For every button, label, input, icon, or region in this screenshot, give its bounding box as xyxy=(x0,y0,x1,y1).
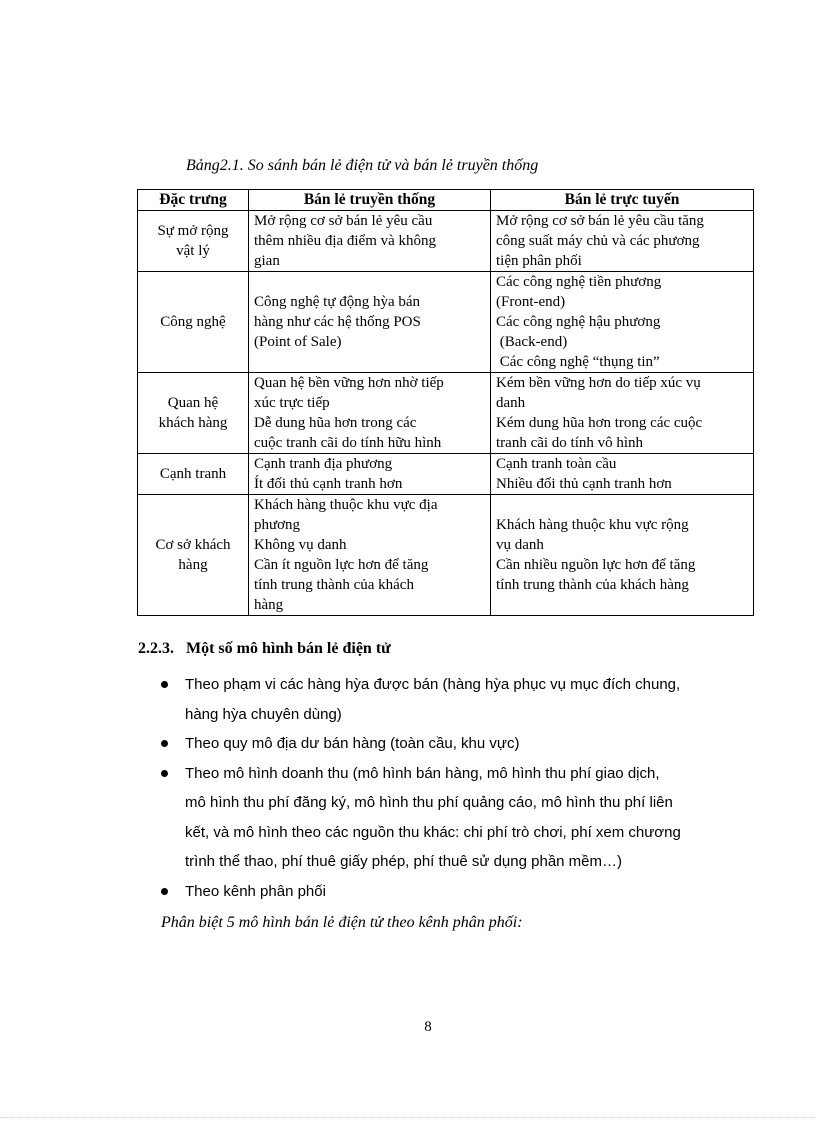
bullet-line: Theo phạm vi các hàng hỳa được bán (hàng hỳa phục vụ mục đích chung, xyxy=(185,676,681,693)
section-title: Một số mô hình bán lẻ điện tử xyxy=(186,640,391,657)
traditional-cell xyxy=(249,211,491,272)
cell-line: hàng như các hệ thống POS xyxy=(254,314,421,330)
cell-line: Cần nhiều nguồn lực hơn để tăng xyxy=(496,557,696,573)
cell-line: cuộc tranh cãi do tính hữu hình xyxy=(254,435,442,451)
online-cell xyxy=(491,211,754,272)
cell-line: Mở rộng cơ sở bán lẻ yêu cầu tăng xyxy=(496,213,704,229)
bullet-line: Theo mô hình doanh thu (mô hình bán hàng, mô hình thu phí giao dịch, xyxy=(185,764,660,782)
cell-line: Quan hệ xyxy=(167,395,219,411)
section-number: 2.2.3. xyxy=(138,640,174,657)
cell-line: Cơ sở khách xyxy=(155,537,231,553)
bullet-icon xyxy=(161,740,168,747)
traditional-cell xyxy=(249,495,491,616)
cell-line: Cạnh tranh toàn cầu xyxy=(496,456,617,472)
cell-line: Sự mở rộng xyxy=(157,223,229,239)
traditional-cell xyxy=(249,272,491,373)
cell-line: Ít đối thủ cạnh tranh hơn xyxy=(254,476,403,492)
feature-cell xyxy=(138,272,249,373)
cell-line: Cần ít nguồn lực hơn để tăng xyxy=(254,557,429,573)
traditional-cell xyxy=(249,373,491,454)
section-heading xyxy=(138,640,391,658)
cell-line: hàng xyxy=(254,597,284,613)
cell-line: Kém bền vững hơn do tiếp xúc vụ xyxy=(496,375,701,391)
cell-line: vụ danh xyxy=(496,537,544,553)
cell-line: Kém dung hũa hơn trong các cuộc xyxy=(496,415,703,431)
cell-line: danh xyxy=(496,395,526,411)
bullet-icon xyxy=(161,770,168,777)
table-row xyxy=(138,495,754,616)
cell-line: Công nghệ tự động hỳa bán xyxy=(254,294,421,310)
cell-line: Không vụ danh xyxy=(254,537,347,553)
cell-line: (Front-end) xyxy=(496,294,566,310)
cell-line: Quan hệ bền vững hơn nhờ tiếp xyxy=(254,375,444,391)
cell-line: Cạnh tranh xyxy=(159,466,227,482)
feature-cell xyxy=(138,454,249,495)
table-row xyxy=(138,454,754,495)
bullet-list xyxy=(160,670,730,906)
online-cell xyxy=(491,454,754,495)
table-row xyxy=(138,272,754,373)
feature-cell xyxy=(138,373,249,454)
cell-line: phương xyxy=(254,517,301,533)
cell-line: Cạnh tranh địa phương xyxy=(254,456,393,472)
list-item xyxy=(160,877,730,907)
cell-line: khách hàng xyxy=(158,415,228,431)
header-online: Bán lẻ trực tuyến xyxy=(491,190,754,211)
italic-note: Phân biệt 5 mô hình bán lẻ điện tử theo kênh phân phối: xyxy=(161,914,523,931)
cell-line: tính trung thành của khách hàng xyxy=(496,577,689,593)
online-cell xyxy=(491,272,754,373)
cell-line: (Point of Sale) xyxy=(254,334,342,350)
bullet-line: trình thể thao, phí thuê giấy phép, phí thuê sử dụng phần mềm…) xyxy=(185,853,622,870)
cell-line: tính trung thành của khách xyxy=(254,577,414,593)
cell-line: tiện phân phối xyxy=(496,253,582,269)
cell-line: vật lý xyxy=(176,243,210,259)
cell-line: Dễ dung hũa hơn trong các xyxy=(254,415,417,431)
cell-line: tranh cãi do tính vô hình xyxy=(496,435,644,451)
page-number: 8 xyxy=(424,1019,432,1035)
cell-line: xúc trực tiếp xyxy=(254,395,330,411)
traditional-cell xyxy=(249,454,491,495)
table-caption: Bảng2.1. So sánh bán lẻ điện tử và bán lẻ truyền thống xyxy=(186,157,539,174)
table-row xyxy=(138,211,754,272)
cell-line: Mở rộng cơ sở bán lẻ yêu cầu xyxy=(254,213,433,229)
bullet-line: hàng hỳa chuyên dùng) xyxy=(185,705,342,723)
online-cell xyxy=(491,373,754,454)
comparison-table xyxy=(137,189,754,616)
bullet-icon xyxy=(161,681,168,688)
list-item xyxy=(160,670,730,729)
cell-line: hàng xyxy=(178,557,208,573)
cell-line: Khách hàng thuộc khu vực địa xyxy=(254,497,438,513)
cell-line: Các công nghệ tiền phương xyxy=(496,274,662,290)
cell-line: gian xyxy=(254,253,280,269)
bullet-line: kết, và mô hình theo các nguồn thu khác: chi phí trò chơi, phí xem chương xyxy=(185,823,681,841)
cell-line: Các công nghệ hậu phương xyxy=(496,314,661,330)
table-row xyxy=(138,373,754,454)
bullet-line: mô hình thu phí đăng ký, mô hình thu phí quảng cáo, mô hình thu phí liên xyxy=(185,794,673,811)
header-feature: Đặc trưng xyxy=(138,190,249,211)
bullet-icon xyxy=(161,888,168,895)
cell-line: Các công nghệ “thụng tin” xyxy=(496,354,660,370)
cell-line: Khách hàng thuộc khu vực rộng xyxy=(496,517,689,533)
header-traditional: Bán lẻ truyền thống xyxy=(249,190,491,211)
online-cell xyxy=(491,495,754,616)
list-item xyxy=(160,729,730,759)
list-item xyxy=(160,759,730,877)
cell-line: (Back-end) xyxy=(496,334,568,350)
cell-line: công suất máy chủ và các phương xyxy=(496,233,700,249)
bullet-line: Theo kênh phân phối xyxy=(185,882,326,900)
cell-line: thêm nhiều địa điểm và không xyxy=(254,233,437,249)
cell-line: Nhiều đối thủ cạnh tranh hơn xyxy=(496,476,672,492)
bullet-line: Theo quy mô địa dư bán hàng (toàn cầu, khu vực) xyxy=(185,735,520,752)
feature-cell xyxy=(138,211,249,272)
feature-cell xyxy=(138,495,249,616)
cell-line: Công nghệ xyxy=(160,314,226,330)
page-bottom-divider xyxy=(0,1117,816,1118)
table-header-row xyxy=(138,190,754,211)
